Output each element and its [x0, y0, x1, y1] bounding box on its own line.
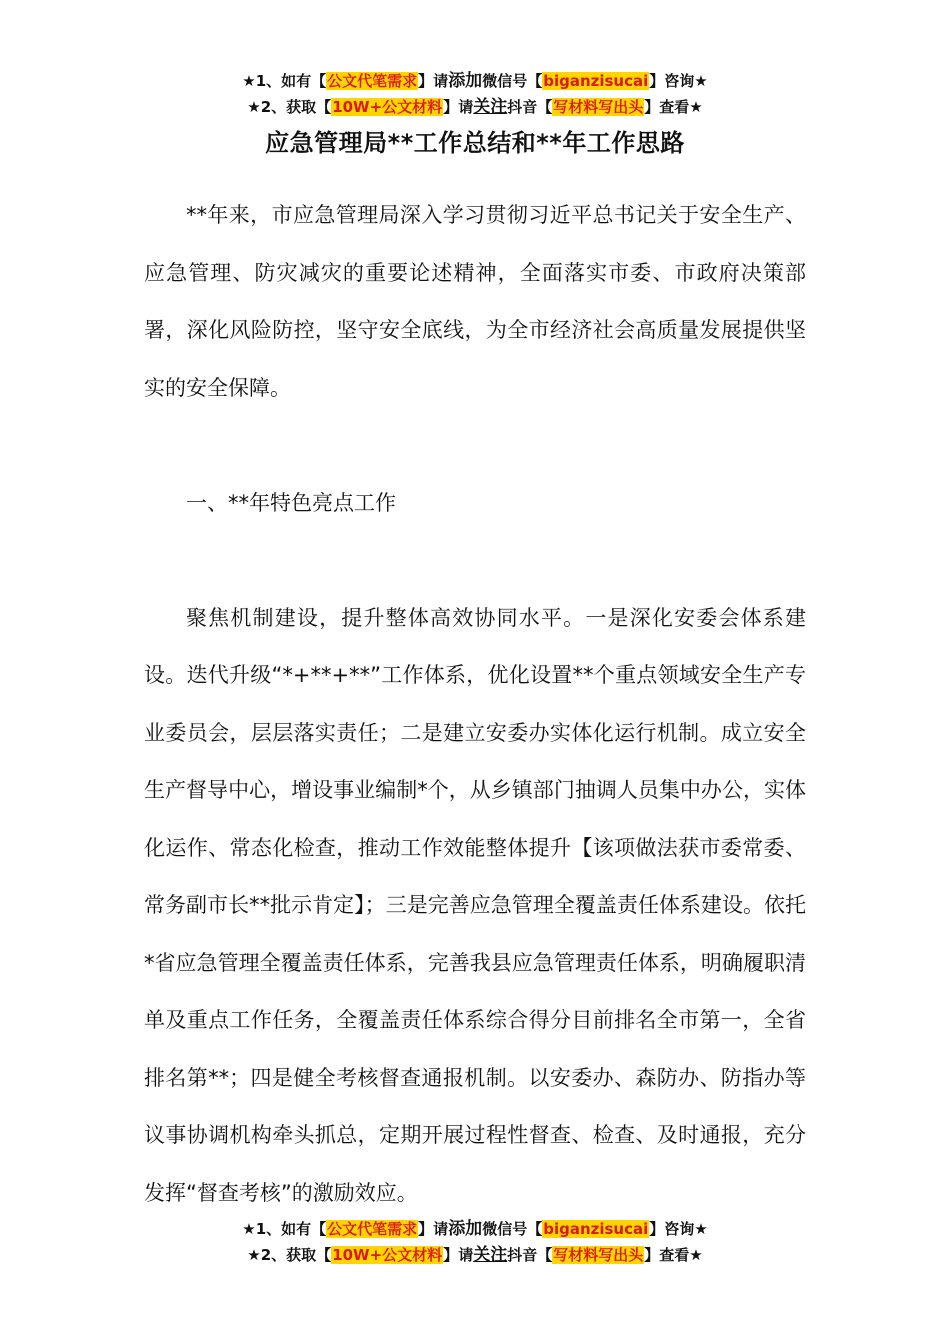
promo-text: 】咨询★ [649, 1220, 708, 1238]
highlight-materials: 10W+公文材料 [332, 98, 443, 116]
promo-text: ★2、获取【 [247, 1246, 332, 1264]
highlight-douyin: 写材料写出头 [553, 1246, 644, 1264]
promo-text: 】请 [443, 1246, 474, 1264]
highlight-service: 公文代笔需求 [327, 72, 418, 90]
highlight-materials: 10W+公文材料 [332, 1246, 443, 1264]
promo-emphasis: 关注 [473, 97, 508, 117]
highlight-service: 公文代笔需求 [327, 1220, 418, 1238]
promo-text: 微信号【 [482, 1220, 543, 1238]
promo-line-2 [0, 1242, 950, 1268]
highlight-wechat-id: biganzisucai [543, 72, 649, 90]
document-title: 应急管理局**工作总结和**年工作思路 [265, 129, 685, 157]
highlight-douyin: 写材料写出头 [553, 98, 644, 116]
promo-emphasis: 添加 [448, 71, 483, 91]
highlight-wechat-id: biganzisucai [543, 1220, 649, 1238]
promo-text: 】请 [443, 98, 474, 116]
promo-line-1 [0, 68, 950, 94]
promo-line-2 [0, 94, 950, 120]
promo-text: 】查看★ [644, 1246, 703, 1264]
promo-line-1 [0, 1216, 950, 1242]
promo-text: 】查看★ [644, 98, 703, 116]
promo-text: 微信号【 [482, 72, 543, 90]
promo-text: ★2、获取【 [247, 98, 332, 116]
promo-text: 抖音【 [507, 1246, 553, 1264]
promo-text: 】咨询★ [649, 72, 708, 90]
promo-text: 抖音【 [507, 98, 553, 116]
promo-banner-top [0, 68, 950, 120]
promo-text: ★1、如有【 [242, 1220, 327, 1238]
promo-banner-bottom [0, 1216, 950, 1268]
promo-emphasis: 添加 [448, 1219, 483, 1239]
promo-emphasis: 关注 [473, 1245, 508, 1265]
section-heading: 一、**年特色亮点工作 [186, 490, 396, 515]
document-body [144, 187, 806, 1222]
promo-text: 】请 [418, 1220, 449, 1238]
promo-text: 】请 [418, 72, 449, 90]
intro-paragraph: **年来，市应急管理局深入学习贯彻习近平总书记关于安全生产、应急管理、防灾减灾的重要论述精神，全面落实市委、市政府决策部署，深化风险防控，坚守安全底线，为全市经济社会高质量发展提供坚实的安全保障。 [144, 203, 806, 400]
body-paragraph: 聚焦机制建设，提升整体高效协同水平。一是深化安委会体系建设。迭代升级“*+**+**”工作体系，优化设置**个重点领域安全生产专业委员会，层层落实责任；二是建立安委办实体化运行机制。成立安全生产督导中心，增设事业编制*个，从乡镇部门抽调人员集中办公，实体化运作、常态化检查，推动工作效能整体提升【该项做法获市委常委、常务副市长**批示肯定】；三是完善应急管理全覆盖责任体系建设。依托*省应急管理全覆盖责任体系，完善我县应急管理责任体系，明确履职清单及重点工作任务，全覆盖责任体系综合得分目前排名全市第一，全省排名第**；四是健全考核督查通报机制。以安委办、森防办、防指办等议事协调机构牵头抓总，定期开展过程性督查、检查、及时通报，充分发挥“督查考核”的激励效应。 [144, 605, 806, 1205]
promo-text: ★1、如有【 [242, 72, 327, 90]
